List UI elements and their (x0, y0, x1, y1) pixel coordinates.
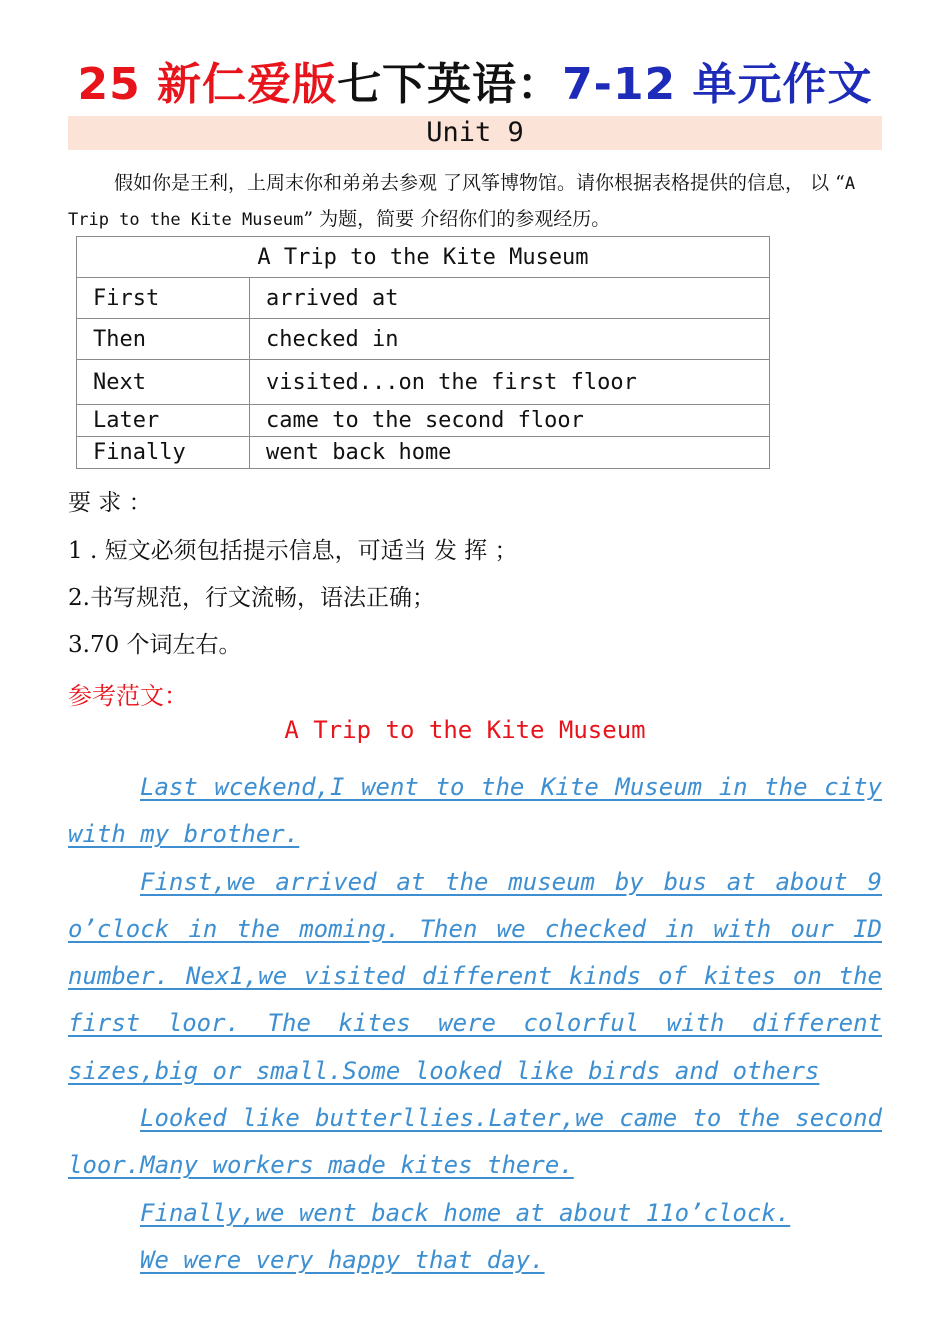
essay-text: Last wcekend,I went to the Kite Museum in the city with my brother. (68, 773, 882, 849)
table-header: A Trip to the Kite Museum (77, 237, 770, 278)
table-row (77, 319, 770, 360)
row-label: Finally (77, 437, 250, 469)
row-label: First (77, 278, 250, 319)
document-title (0, 48, 950, 112)
model-essay (68, 764, 882, 1284)
prompt-line1: 假如你是王利，上周末你和弟弟去参观 了风筝博物馆。请你根据表格提供的信息， 以 “ (114, 172, 845, 194)
essay-text: Looked like butterllies.Later,we came to the second loor.Many workers made kites there. (68, 1104, 882, 1180)
row-value: went back home (250, 437, 770, 469)
unit-label: Unit 9 (426, 117, 524, 148)
essay-paragraph (68, 1237, 882, 1284)
table-row (77, 360, 770, 405)
essay-text: Finally,we went back home at about 11o’clock. (140, 1198, 791, 1227)
requirements-heading: 要 求 ： (68, 490, 152, 516)
table-row (77, 405, 770, 437)
requirement-item: 3.70 个词左右。 (68, 632, 242, 658)
prompt-quoted-title: A Trip to the Kite Museum (68, 174, 856, 230)
title-part-red: 25 新仁爱版 (77, 59, 338, 110)
table-row (77, 278, 770, 319)
reference-label: 参考范文： (68, 682, 188, 710)
row-label: Next (77, 360, 250, 405)
row-value: came to the second floor (250, 405, 770, 437)
requirement-item: 1 . 短文必须包括提示信息，可适当 发 挥 ； (68, 538, 518, 564)
hint-table (76, 236, 770, 469)
essay-paragraph (68, 1095, 882, 1190)
essay-paragraph (68, 764, 882, 859)
requirement-item: 2.书写规范，行文流畅，语法正确； (68, 585, 435, 611)
essay-title: A Trip to the Kite Museum (284, 716, 646, 744)
writing-prompt (68, 166, 882, 238)
row-label: Later (77, 405, 250, 437)
table-row (77, 437, 770, 469)
essay-paragraph (68, 1190, 882, 1237)
row-value: visited...on the first floor (250, 360, 770, 405)
essay-paragraph (68, 859, 882, 1095)
title-part-blue: 7-12 单元作文 (562, 59, 873, 110)
prompt-line2: ” 为题，简要 介绍你们的参观经历。 (303, 208, 611, 230)
unit-banner (68, 116, 882, 150)
row-value: checked in (250, 319, 770, 360)
row-value: arrived at (250, 278, 770, 319)
title-part-black: 七下英语： (337, 59, 563, 110)
row-label: Then (77, 319, 250, 360)
essay-text: We were very happy that day. (140, 1245, 545, 1274)
essay-text: Finst,we arrived at the museum by bus at about 9 o’clock in the moming. Then we checked in with our ID number. Nex1,we visited different kinds of kites on the first loor. The kites were colorful with different sizes,big or small.Some looked like birds and others (68, 867, 882, 1085)
